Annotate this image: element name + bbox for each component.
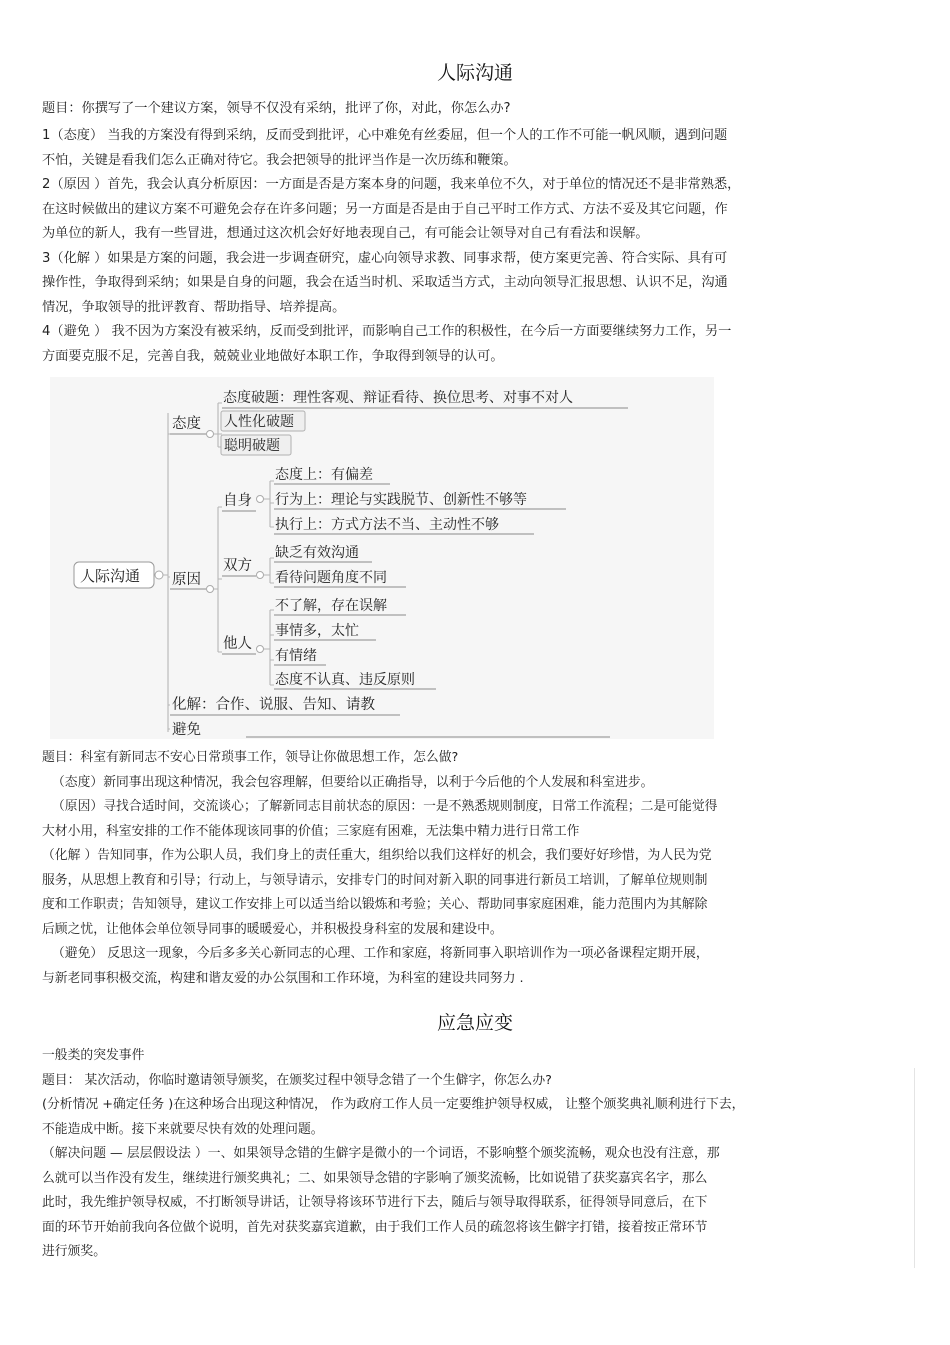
mind-map — [50, 377, 714, 739]
mindmap-node-resolve: 化解：合作、说服、告知、请教 — [172, 697, 375, 713]
answer-line: （解决问题 — 层层假设法 ）一、如果领导念错的生僻字是微小的一个词语，不影响整个颁奖流畅，观众也没有注意，那 — [42, 1146, 720, 1161]
mindmap-leaf: 看待问题角度不同 — [275, 570, 387, 586]
communication-q1-block — [42, 97, 842, 122]
answer-line: 进行颁奖。 — [42, 1244, 106, 1259]
mindmap-leaf: 执行上：方式方法不当、主动性不够 — [275, 517, 499, 533]
mindmap-node-cause: 原因 — [172, 572, 201, 588]
answer-line: 操作性，争取得到采纳；如果是自身的问题，我会在适当时机、采取适当方式，主动向领导汇报思想、认识不足，沟通 — [42, 275, 728, 290]
collapse-icon[interactable] — [207, 431, 214, 438]
answer-line: 2（原因 ）首先，我会认真分析原因：一方面是否是方案本身的问题，我来单位不久，对于单位的情况还不是非常熟悉， — [42, 177, 741, 192]
emergency-block — [42, 1044, 902, 1265]
answer-line: （化解 ）告知同事，作为公职人员，我们身上的责任重大，组织给以我们这样好的机会，我们要好好珍惜，为人民为党 — [42, 848, 712, 863]
answer-line: 么就可以当作没有发生，继续进行颁奖典礼；二、如果领导念错的字影响了颁奖流畅，比如说错了获奖嘉宾名字，那么 — [42, 1170, 708, 1186]
mindmap-leaf: 缺乏有效沟通 — [275, 545, 359, 561]
answer-line: 情况，争取领导的批评教育、帮助指导、培养提高。 — [42, 299, 346, 315]
mindmap-leaf: 聪明破题 — [224, 438, 280, 454]
mindmap-node-avoid: 避免 — [172, 722, 201, 738]
answer-line: 4（避免 ） 我不因为方案没有被采纳，反而受到批评，而影响自己工作的积极性，在今后一方面要继续努力工作，另一 — [42, 324, 732, 339]
mindmap-node-self: 自身 — [223, 493, 252, 509]
mindmap-leaf: 事情多，太忙 — [275, 623, 359, 639]
mindmap-leaf: 行为上：理论与实践脱节、创新性不够等 — [275, 492, 527, 508]
answer-line: 方面要克服不足，完善自我，兢兢业业地做好本职工作，争取得到领导的认可。 — [42, 348, 504, 364]
answer-line: 大材小用，科室安排的工作不能体现该同事的价值；三家庭有困难，无法集中精力进行日常工作 — [42, 823, 580, 839]
collapse-icon[interactable] — [257, 572, 264, 579]
mindmap-node-others: 他人 — [223, 636, 252, 652]
communication-a1-block — [42, 124, 842, 369]
mindmap-root: 人际沟通 — [80, 567, 141, 585]
section-title-communication: 人际沟通 — [436, 62, 513, 84]
answer-line: 1（态度） 当我的方案没有得到采纳，反而受到批评，心中难免有丝委屈，但一个人的工作不可能一帆风顺，遇到问题 — [42, 128, 728, 143]
subheading: 一般类的突发事件 — [42, 1048, 145, 1063]
mindmap-leaf: 态度不认真、违反原则 — [275, 672, 415, 688]
mindmap-leaf: 人性化破题 — [224, 414, 294, 430]
answer-line: （态度）新同事出现这种情况，我会包容理解，但要给以正确指导，以利于今后他的个人发展和科室进步。 — [52, 774, 654, 790]
collapse-icon[interactable] — [207, 586, 214, 593]
margin-divider — [914, 1068, 915, 1268]
answer-line: (分析情况 +确定任务 )在这种场合出现这种情况， 作为政府工作人员一定要维护领导权威， 让整个颁奖典礼顺利进行下去， — [42, 1097, 745, 1112]
collapse-icon[interactable] — [257, 646, 264, 653]
answer-line: 在这时候做出的建议方案不可避免会存在许多问题；另一方面是否是由于自己平时工作方式、方法不妥及其它问题，作 — [42, 201, 728, 217]
mindmap-node-both: 双方 — [223, 558, 252, 574]
answer-line: 与新老同事积极交流，构建和谐友爱的办公氛围和工作环境，为科室的建设共同努力 . — [42, 970, 524, 986]
answer-line: 3（化解 ）如果是方案的问题，我会进一步调查研究，虚心向领导求教、同事求帮，使方案更完善、符合实际、具有可 — [42, 250, 728, 266]
answer-line: （原因）寻找合适时间，交流谈心；了解新同志目前状态的原因：一是不熟悉规则制度，日常工作流程；二是可能觉得 — [52, 799, 718, 814]
answer-line: 此时，我先维护领导权威，不打断领导讲话，让领导将该环节进行下去，随后与领导取得联系，征得领导同意后，在下 — [42, 1195, 708, 1210]
collapse-icon[interactable] — [257, 496, 264, 503]
answer-line: 不怕，关键是看我们怎么正确对待它。我会把领导的批评当作是一次历练和鞭策。 — [42, 152, 517, 168]
answer-line: 不能造成中断。接下来就要尽快有效的处理问题。 — [42, 1121, 324, 1137]
question-2: 题目：科室有新同志不安心日常琐事工作，领导让你做思想工作，怎么做? — [42, 750, 459, 765]
question-1: 题目：你撰写了一个建议方案，领导不仅没有采纳，批评了你，对此，你怎么办? — [42, 101, 511, 116]
mindmap-node-attitude: 态度 — [172, 416, 201, 432]
mindmap-leaf: 态度破题：理性客观、辩证看待、换位思考、对事不对人 — [223, 390, 573, 406]
communication-q2-block — [42, 746, 842, 991]
answer-line: （避免） 反思这一现象，今后多多关心新同志的心理、工作和家庭，将新同事入职培训作为一项必备课程定期开展， — [52, 946, 709, 961]
mindmap-leaf: 不了解，存在误解 — [275, 598, 387, 614]
mindmap-leaf: 态度上：有偏差 — [275, 467, 373, 483]
question-3: 题目： 某次活动，你临时邀请领导颁奖，在颁奖过程中领导念错了一个生僻字，你怎么办? — [42, 1072, 552, 1088]
answer-line: 度和工作职责；告知领导，建议工作安排上可以适当给以锻炼和考验；关心、帮助同事家庭困难，能力范围内为其解除 — [42, 897, 708, 912]
answer-line: 面的环节开始前我向各位做个说明，首先对获奖嘉宾道歉，由于我们工作人员的疏忽将该生僻字打错，接着按正常环节 — [42, 1219, 708, 1235]
section-title-emergency: 应急应变 — [436, 1012, 513, 1034]
answer-line: 服务，从思想上教育和引导；行动上，与领导请示，安排专门的时间对新入职的同事进行新员工培训，了解单位规则制 — [42, 872, 708, 888]
answer-line: 为单位的新人，我有一些冒进，想通过这次机会好好地表现自己，有可能会让领导对自己有看法和误解。 — [42, 226, 649, 241]
collapse-icon[interactable] — [155, 571, 163, 579]
answer-line: 后顾之忧，让他体会单位领导同事的暖暖爱心，并积极投身科室的发展和建设中。 — [42, 921, 503, 937]
mindmap-leaf: 有情绪 — [275, 648, 317, 664]
